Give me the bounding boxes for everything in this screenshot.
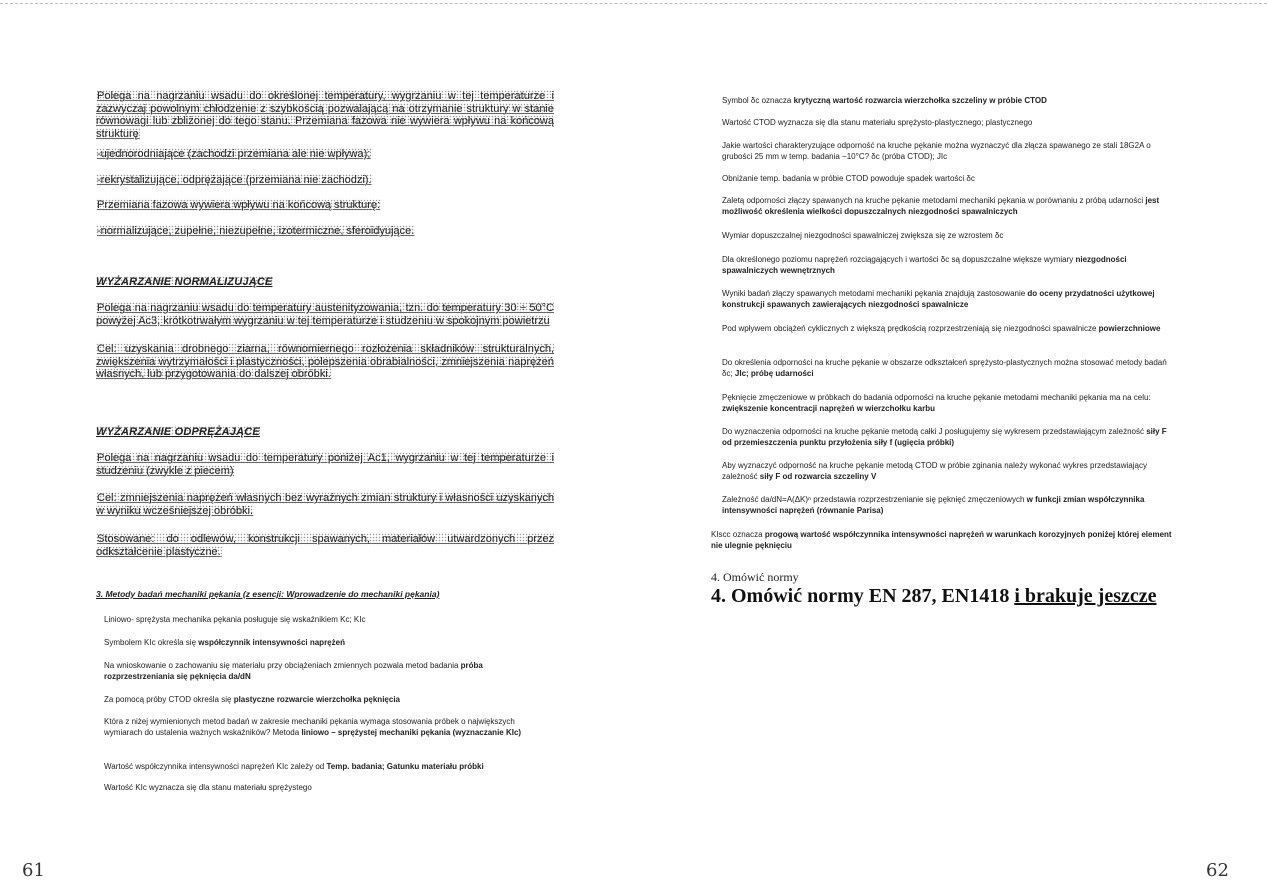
right-item: Pod wpływem obciążeń cyklicznych z większą prędkością rozprzestrzeniają się niezgodności spawalnicze powierzchniowe	[722, 324, 1161, 333]
heading-stress-relief: WYŻARZANIE ODPRĘŻAJĄCE	[96, 426, 260, 438]
right-item: Jakie wartości charakteryzujące odporność na kruche pękanie można wyznaczyć dla złącza spawanego ze stali 18G2A o grubości 25 mm w temp. badania −10°C? δc (próba CTOD); JIc	[722, 141, 1151, 161]
normalizing-definition: Polega na nagrzaniu wsadu do temperatury austenityzowania, tzn. do temperatury 30 ÷ 50°C powyżej Ac3, krótkotrwałym wygrzaniu w tej temperaturze i studzeniu w spokojnym powietrzu	[96, 302, 554, 327]
normalizing-list-note: -normalizujące, zupełne, niezupełne, izotermiczne, sferoidyujące.	[97, 225, 415, 237]
heading-normalizing: WYŻARZANIE NORMALIZUJĄCE	[96, 276, 273, 288]
stress-relief-definition: Polega na nagrzaniu wsadu do temperatury poniżej Ac1, wygrzaniu w tej temperaturze i studzeniu (zwykle z piecem)	[96, 452, 554, 477]
left-item: Wartość KIc wyznacza się dla stanu materiału sprężystego	[104, 783, 312, 792]
right-item: Pęknięcie zmęczeniowe w próbkach do badania odporności na kruche pękanie metodami mechaniki pękania ma na celu: zwiększenie koncentracji naprężeń w wierzchołku karbu	[722, 393, 1151, 413]
stress-relief-usage: Stosowane: do odlewów, konstrukcji spawanych, materiałów utwardzonych przez odkształcenie plastyczne.	[96, 533, 554, 558]
right-item: Symbol δc oznacza krytyczną wartość rozwarcia wierzchołka szczeliny w próbie CTOD	[722, 96, 1047, 105]
left-item: Za pomocą próby CTOD określa się plastyczne rozwarcie wierzchołka pęknięcia	[104, 695, 400, 704]
norms-small-heading: 4. Omówić normy	[711, 570, 799, 584]
right-item: Do wyznaczenia odporności na kruche pękanie metodą całki J posługujemy się wykresem przedstawiającym zależność siły F od przemieszczenia punktu przyłożenia siły f (ugięcia próbki)	[722, 427, 1167, 447]
left-item: Symbolem KIc określa się współczynnik intensywności naprężeń	[104, 638, 345, 647]
stress-relief-goal: Cel: zmniejszenia naprężeń własnych bez wyraźnych zmian struktury i własności uzyskanych w wyniku wcześniejszej obróbki.	[96, 492, 554, 517]
right-item: Do określenia odporności na kruche pękanie w obszarze odkształceń sprężysto-plastycznych można stosować metody badań δc; JIc; próbę udarności	[722, 358, 1167, 378]
left-item: Która z niżej wymienionych metod badań w zakresie mechaniki pękania wymaga stosowania próbek o największych wymiarach do ustalenia ważnych wskaźników? Metoda liniowo – sprężystej mechaniki pękania (wyznaczanie KIc)	[104, 717, 522, 737]
norms-big-heading: 4. Omówić normy EN 287, EN1418 i brakuje jeszcze	[711, 585, 1157, 607]
right-item: Wymiar dopuszczalnej niezgodności spawalniczej zwiększa się ze wzrostem δc	[722, 231, 1004, 240]
right-item: Aby wyznaczyć odporność na kruche pękanie metodą CTOD w próbie zginania należy wykonać wykres przedstawiający zależność siły F od rozwarcia szczeliny V	[722, 461, 1147, 481]
right-item: KIscc oznacza progową wartość współczynnika intensywności naprężeń w warunkach korozyjnych poniżej której element nie ulegnie pęknięciu	[711, 530, 1172, 550]
page-number-left: 61	[22, 860, 45, 881]
page-number-right: 62	[1206, 860, 1229, 881]
annealing-definition: Polega na nagrzaniu wsadu do określonej temperatury, wygrzaniu w tej temperaturze i zazwyczaj powolnym chłodzenie z szybkością pozwalającą na otrzymanie struktury w stanie równowagi lub zbliżonej do tego stanu. Przemiana fazowa nie wywiera wpływu na końcową strukturę	[96, 90, 554, 140]
right-item: Wartość CTOD wyznacza się dla stanu materiału sprężysto-plastycznego; plastycznego	[722, 118, 1033, 127]
left-item: Na wnioskowanie o zachowaniu się materiału przy obciążeniach zmiennych pozwala metod badania próba rozprzestrzeniania się pęknięcia da/dN	[104, 661, 483, 681]
right-item: Obniżanie temp. badania w próbie CTOD powoduje spadek wartości δc	[722, 174, 975, 183]
right-item: Dla określonego poziomu naprężeń rozciągających i wartości δc są dopuszczalne większe wymiary niezgodności spawalniczych wewnętrznych	[722, 255, 1127, 275]
right-item: Wyniki badań złączy spawanych metodami mechaniki pękania znajdują zastosowanie do oceny przydatności użytkowej konstrukcji spawanych zawierających niezgodności spawalnicze	[722, 289, 1155, 309]
phase-change-note: Przemiana fazowa wywiera wpływu na końcową strukturę:	[97, 199, 381, 211]
normalizing-goal: Cel: uzyskania drobnego ziarna, równomiernego rozłożenia składników strukturalnych, zwiększenia wytrzymałości i plastyczności, polepszenia obrabialności, zmniejszenia naprężeń własnych, lub przygotowania do dalszej obróbki.	[96, 343, 554, 380]
left-item: Liniowo- sprężysta mechanika pękania posługuje się wskaźnikiem Kc; KIc	[104, 615, 366, 624]
top-scan-edge	[0, 3, 1267, 4]
right-item: Zaletą odporności złączy spawanych na kruche pękanie metodami mechaniki pękania w porównaniu z próbą udarności jest możliwość określenia wielkości dopuszczalnych niezgodności spawalniczych	[722, 196, 1160, 216]
homogenizing-note: -ujednorodniające (zachodzi przemiana ale nie wpływa);	[97, 148, 371, 160]
section-title-fracture-methods: 3. Metody badań mechaniki pękania (z esencji: Wprowadzenie do mechaniki pękania)	[96, 589, 440, 599]
left-item: Wartość współczynnika intensywności naprężeń KIc zależy od Temp. badania; Gatunku materiału próbki	[104, 762, 484, 771]
right-item: Zależność da/dN=A(ΔK)ⁿ przedstawia rozprzestrzenianie się pęknięć zmęczeniowych w funkcji zmian współczynnika intensywności naprężeń (równanie Parisa)	[722, 495, 1145, 515]
recrystallizing-note: -rekrystalizujące, odprężające (przemiana nie zachodzi).	[97, 174, 372, 186]
